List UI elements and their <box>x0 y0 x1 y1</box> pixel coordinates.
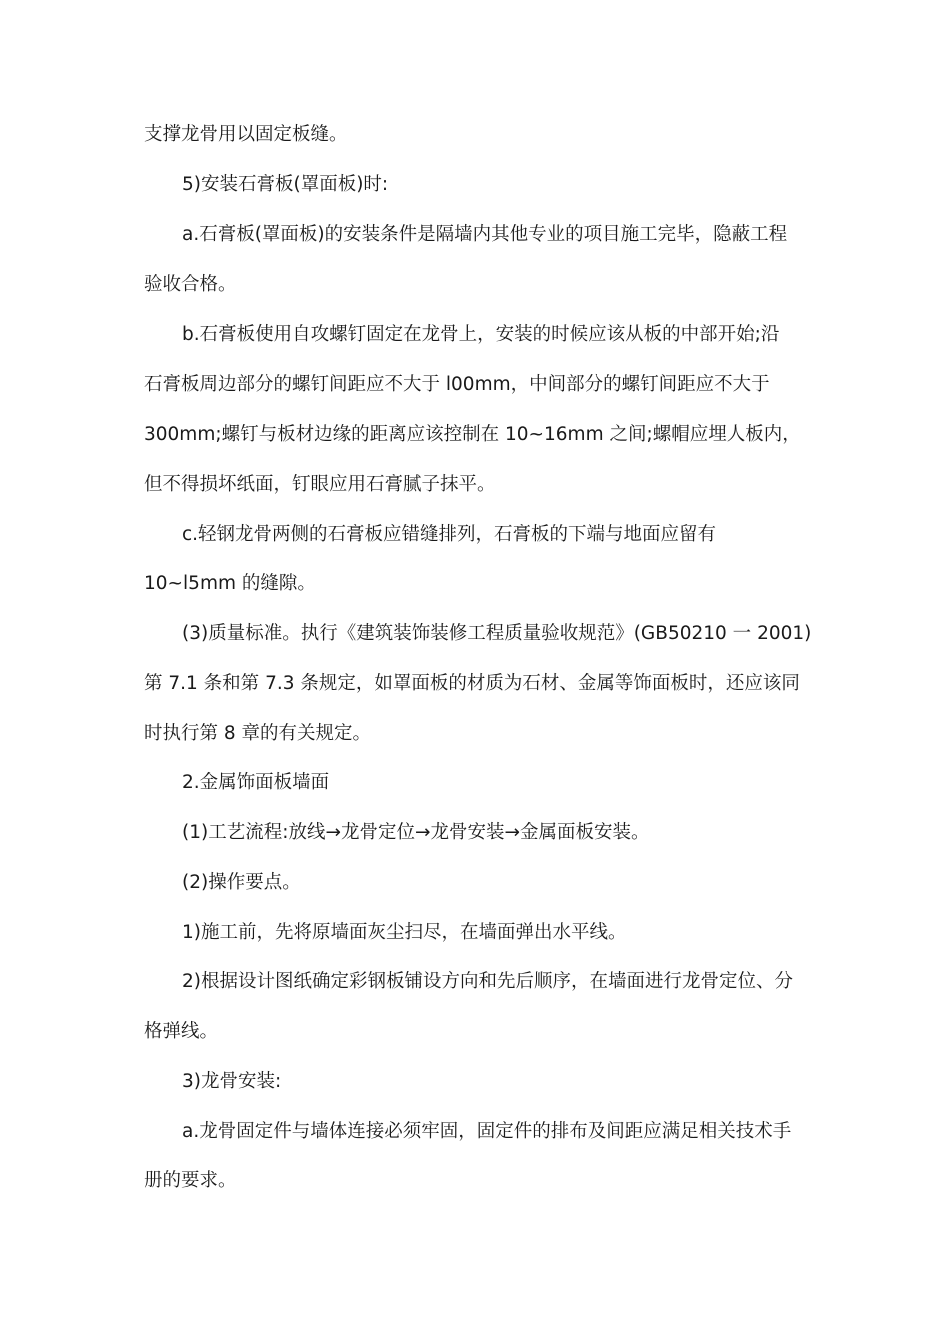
text-line: 石膏板周边部分的螺钉间距应不大于 l00mm，中间部分的螺钉间距应不大于 <box>144 374 770 395</box>
text-line: 时执行第 8 章的有关规定。 <box>144 723 372 744</box>
text-line: 册的要求。 <box>144 1170 237 1191</box>
text-line: 第 7.1 条和第 7.3 条规定，如罩面板的材质为石材、金属等饰面板时，还应该同 <box>144 673 800 694</box>
text-line: a.石膏板(罩面板)的安装条件是隔墙内其他专业的项目施工完毕，隐蔽工程 <box>182 224 788 245</box>
text-line: 5)安装石膏板(罩面板)时: <box>182 174 389 195</box>
section-heading: 2.金属饰面板墙面 <box>182 772 330 793</box>
text-line: 但不得损坏纸面，钉眼应用石膏腻子抹平。 <box>144 474 496 495</box>
text-line: a.龙骨固定件与墙体连接必须牢固，固定件的排布及间距应满足相关技术手 <box>182 1121 792 1142</box>
text-line: 3)龙骨安装: <box>182 1071 282 1092</box>
text-line: 10~l5mm 的缝隙。 <box>144 573 316 594</box>
text-line: 格弹线。 <box>144 1021 219 1042</box>
text-line: 2)根据设计图纸确定彩钢板铺设方向和先后顺序，在墙面进行龙骨定位、分 <box>182 971 793 992</box>
text-line: 1)施工前，先将原墙面灰尘扫尽，在墙面弹出水平线。 <box>182 922 627 943</box>
text-line: (3)质量标准。执行《建筑装饰装修工程质量验收规范》(GB50210 一 2001) <box>182 623 812 644</box>
text-line: 验收合格。 <box>144 274 237 295</box>
text-line: 支撑龙骨用以固定板缝。 <box>144 124 348 145</box>
text-line: c.轻钢龙骨两侧的石膏板应错缝排列，石膏板的下端与地面应留有 <box>182 524 717 545</box>
text-line: b.石膏板使用自攻螺钉固定在龙骨上，安装的时候应该从板的中部开始;沿 <box>182 324 780 345</box>
text-line: 300mm;螺钉与板材边缘的距离应该控制在 10~16mm 之间;螺帽应埋人板内， <box>144 424 801 445</box>
text-line: (2)操作要点。 <box>182 872 301 893</box>
text-line: (1)工艺流程:放线→龙骨定位→龙骨安装→金属面板安装。 <box>182 822 650 843</box>
